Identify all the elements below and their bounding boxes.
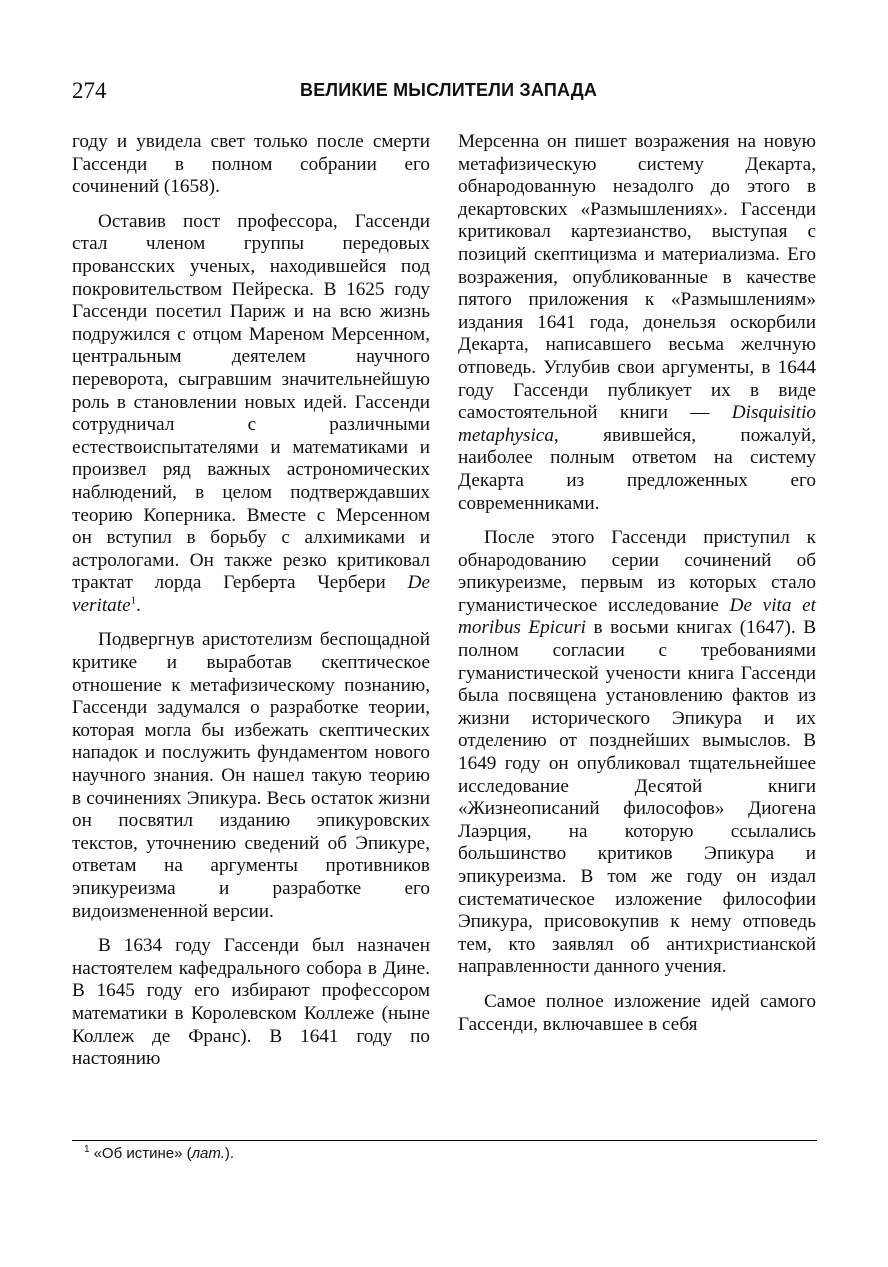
page-number: 274 <box>72 78 107 103</box>
paragraph: Подвергнув аристотелизм беспощадной критике и выработав скептическое отношение к метафизическому познанию, Гассенди задумался о разработке теории, которая могла бы избежать скептических нападок и послужить фундаментом нового научного знания. Он нашел такую теорию в сочинениях Эпикура. Весь остаток жизни он посвятил изданию эпикуровских текстов, уточнению сведений об Эпикуре, ответам на аргументы противников эпикуреизма и разработке его видоизмененной версии. <box>72 629 430 922</box>
paragraph-text: После этого Гассенди приступил к обнародованию серии сочинений об эпикуреизме, первым из которых стало гуманистическое исследование <box>458 527 816 616</box>
paragraph: году и увидела свет только после смерти Гассенди в полном собрании его сочинений (1658). <box>72 131 430 198</box>
left-column <box>72 131 430 1071</box>
paragraph <box>72 211 430 618</box>
paragraph <box>458 527 816 979</box>
paragraph-text: , явившейся, пожалуй, наиболее полным ответом на систему Декарта из предложенных его современниками. <box>458 424 816 514</box>
footnote-text: ). <box>224 1145 235 1162</box>
paragraph <box>458 131 816 515</box>
footnote-text: «Об истине» ( <box>93 1145 192 1162</box>
footnote-marker: 1 <box>84 1144 90 1155</box>
paragraph-text: Мерсенна он пишет возражения на новую метафизическую систему Декарта, обнародованную незадолго до этого в декартовских «Размышлениях». Гассенди критиковал картезианство, выступая с позиций скептицизма и материализма. Его возражения, опубликованные в качестве пятого приложения к «Размышлениям» издания 1641 года, донельзя оскорбили Декарта, написавшего весьма желчную отповедь. Углубив свои аргументы, в 1644 году Гассенди публикует их в виде самостоятельной книги — <box>458 131 816 424</box>
running-title: ВЕЛИКИЕ МЫСЛИТЕЛИ ЗАПАДА <box>300 80 598 100</box>
paragraph-text: в восьми книгах (1647). В полном согласии с требованиями гуманистической учености книга Гассенди была посвящена установлению фактов из жизни исторического Эпикура и их отделению от позднейших вымыслов. В 1649 году он опубликовал тщательнейшее исследование Десятой книги «Жизнеописаний философов» Диогена Лаэрция, на которую ссылались большинство критиков Эпикура и эпикуреизма. В том же году он издал систематическое изложение философии Эпикура, присовокупив к нему отповедь тем, кто заявлял об антихристианской направленности данного учения. <box>458 617 817 978</box>
page-header <box>72 78 817 108</box>
work-title: Disquisitio metaphysica <box>458 402 816 446</box>
footnote <box>84 1145 804 1162</box>
footnote-divider <box>72 1140 817 1141</box>
right-column <box>458 131 816 1036</box>
paragraph-text: Оставив пост профессора, Гассенди стал членом группы передовых провансских ученых, находившейся под покровительством Пейреска. В 1625 году Гассенди посетил Париж и на всю жизнь подружился с отцом Мареном Мерсенном, центральным деятелем научного переворота, сыгравшим значительнейшую роль в становлении новых идей. Гассенди сотрудничал с различными естествоиспытателями и математиками и произвел ряд важных астрономических наблюдений, в целом подтверждавших теорию Коперника. Вместе с Мерсенном он вступил в борьбу с алхимиками и астрологами. Он также резко критиковал трактат лорда Герберта Чербери <box>72 210 430 594</box>
work-title: De vita et moribus Epicuri <box>458 594 816 639</box>
work-title: De veritate <box>72 572 430 616</box>
paragraph: В 1634 году Гассенди был назначен настоятелем кафедрального собора в Дине. В 1645 году его избирают профессором математики в Королевском Коллеже (ныне Коллеж де Франс). В 1641 году по настоянию <box>72 935 430 1070</box>
footnote-language: лат. <box>191 1145 225 1162</box>
footnote-reference[interactable]: 1 <box>130 594 137 607</box>
paragraph-text: . <box>136 594 141 616</box>
paragraph: Самое полное изложение идей самого Гассенди, включавшее в себя <box>458 990 816 1035</box>
